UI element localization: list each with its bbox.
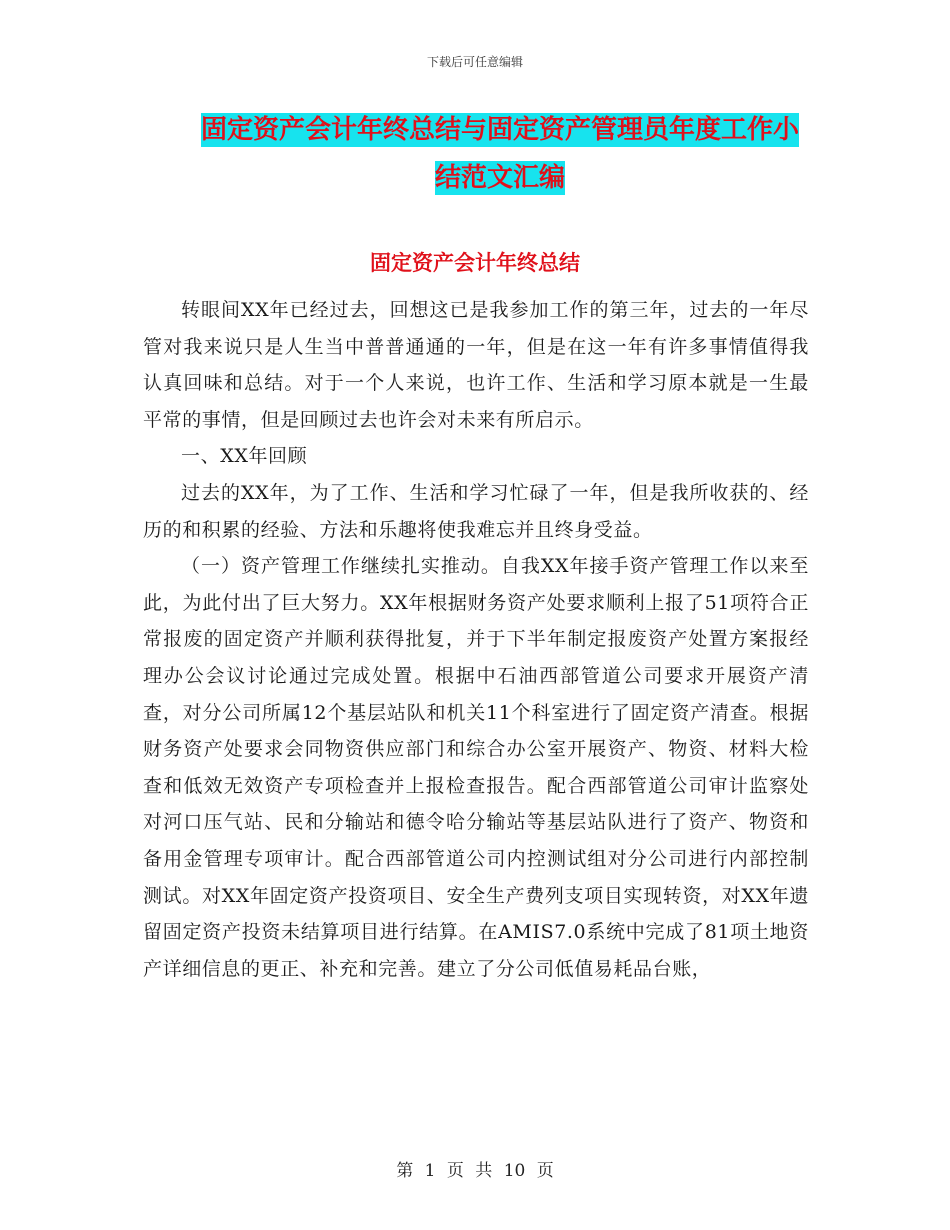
paragraph: （一）资产管理工作继续扎实推动。自我XX年接手资产管理工作以来至此，为此付出了巨大努力。XX年根据财务资产处要求顺利上报了51项符合正常报废的固定资产并顺利获得批复，并于下半年制定报废资产处置方案报经理办公会议讨论通过完成处置。根据中石油西部管道公司要求开展资产清查，对分公司所属12个基层站队和机关11个科室进行了固定资产清查。根据财务资产处要求会同物资供应部门和综合办公室开展资产、物资、材料大检查和低效无效资产专项检查并上报检查报告。配合西部管道公司审计监察处对河口压气站、民和分输站和德令哈分输站等基层站队进行了资产、物资和备用金管理专项审计。配合西部管道公司内控测试组对分公司进行内部控制测试。对XX年固定资产投资项目、安全生产费列支项目实现转资，对XX年遗留固定资产投资未结算项目进行结算。在AMIS7.0系统中完成了81项土地资产详细信息的更正、补充和完善。建立了分公司低值易耗品台账， (143, 555, 809, 980)
paragraph: 过去的XX年，为了工作、生活和学习忙碌了一年，但是我所收获的、经历的和积累的经验、方法和乐趣将使我难忘并且终身受益。 (143, 481, 809, 541)
header-note: 下载后可任意编辑 (426, 55, 523, 69)
paragraph-heading: 一、XX年回顾 (181, 445, 308, 468)
section-title: 固定资产会计年终总结 (370, 250, 580, 275)
document-title (140, 106, 860, 202)
paragraph: 转眼间XX年已经过去，回想这已是我参加工作的第三年，过去的一年尽管对我来说只是人生当中普普通通的一年，但是在这一年有许多事情值得我认真回味和总结。对于一个人来说，也许工作、生活和学习原本就是一生最平常的事情，但是回顾过去也许会对未来有所启示。 (143, 299, 809, 431)
page-number: 第 1 页 共 10 页 (396, 1161, 554, 1181)
document-body (143, 292, 809, 987)
document-title-line-2: 结范文汇编 (434, 163, 565, 193)
document-title-line-1: 固定资产会计年终总结与固定资产管理员年度工作小 (200, 115, 799, 145)
